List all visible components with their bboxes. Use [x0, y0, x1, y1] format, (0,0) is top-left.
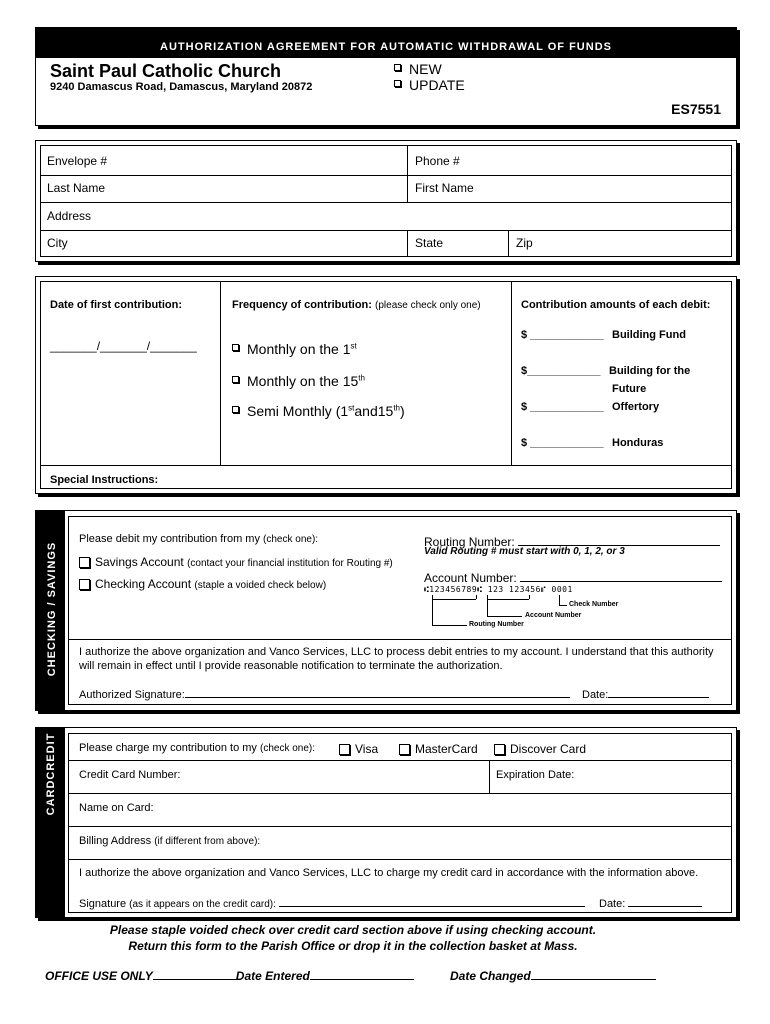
billing-address-field[interactable]: [79, 835, 260, 847]
routing-label: Routing Number:: [424, 535, 515, 549]
checkbox-icon[interactable]: [394, 64, 401, 71]
banner-title: AUTHORIZATION AGREEMENT FOR AUTOMATIC WITHDRAWAL OF FUNDS: [160, 41, 612, 53]
debit-prompt: [79, 533, 318, 545]
org-address: 9240 Damascus Road, Damascus, Maryland 20872: [50, 81, 313, 93]
credit-authorization: I authorize the above organization and Vanco Services, LLC to charge my credit card in accordance with the information above.: [79, 867, 699, 879]
signature-label: Authorized Signature:: [79, 689, 185, 701]
date-changed: [450, 967, 656, 983]
expiration-field[interactable]: Expiration Date:: [496, 769, 575, 781]
date-label: Date:: [582, 689, 609, 701]
sup-th: th: [358, 373, 365, 383]
checking-note: (staple a voided check below): [194, 580, 327, 591]
checking-box: [35, 510, 737, 711]
footer-line-1: Please staple voided check over credit card section above if using checking account.: [109, 923, 597, 937]
card-signature-note: (as it appears on the credit card):: [129, 899, 276, 910]
freq-monthly-15th[interactable]: [232, 373, 365, 389]
frequency-label: [232, 299, 481, 311]
freq-semi-label-c: ): [400, 403, 405, 419]
account-label: Account Number:: [424, 571, 517, 585]
office-use-label: OFFICE USE ONLY: [45, 969, 153, 983]
freq-monthly-1st[interactable]: [232, 341, 357, 357]
debit-note: (check one):: [263, 534, 319, 545]
amount-blank-honduras[interactable]: $ ____________: [521, 437, 604, 449]
debit-prompt-text: Please debit my contribution from my: [79, 533, 260, 545]
frequency-note: (please check only one): [375, 300, 481, 311]
phone-field[interactable]: Phone #: [415, 154, 460, 168]
amount-blank-building-future[interactable]: $____________: [521, 365, 601, 377]
contribution-box: [35, 276, 737, 494]
form-code: ES7551: [671, 101, 721, 117]
first-name-field[interactable]: First Name: [415, 181, 474, 195]
frequency-title: Frequency of contribution:: [232, 299, 372, 311]
mastercard-option[interactable]: [399, 742, 478, 756]
footer-line-2: Return this form to the Parish Office or drop it in the collection basket at Mass.: [128, 939, 578, 953]
checkbox-icon[interactable]: [232, 406, 239, 413]
charge-prompt: [79, 742, 315, 754]
office-use-only: [45, 967, 414, 983]
date-entered-label: Date Entered: [235, 969, 310, 983]
amount-fund-honduras: Honduras: [612, 437, 664, 449]
state-field[interactable]: State: [415, 236, 444, 250]
card-signature-label: Signature: [79, 898, 127, 910]
routing-note: Valid Routing # must start with 0, 1, 2, or 3: [424, 546, 625, 557]
zip-field[interactable]: Zip: [516, 236, 533, 250]
name-on-card-field[interactable]: Name on Card:: [79, 802, 154, 814]
envelope-field[interactable]: Envelope #: [47, 154, 108, 168]
mastercard-label: MasterCard: [415, 742, 478, 756]
sup-st: st: [348, 403, 355, 413]
discover-option[interactable]: [494, 742, 586, 756]
freq-semi-monthly[interactable]: [232, 403, 405, 419]
first-contribution-date[interactable]: _______/_______/_______: [50, 339, 197, 353]
amount-fund-offertory: Offertory: [612, 401, 660, 413]
contact-inner: [40, 145, 732, 257]
savings-note: (contact your financial institution for Routing #): [187, 558, 393, 569]
freq-semi-label-a: Semi Monthly (1: [247, 403, 349, 419]
footer-instructions: [0, 922, 706, 954]
checkbox-icon[interactable]: [339, 744, 350, 755]
freq-semi-label-b: and15: [354, 403, 394, 419]
debit-authorization: I authorize the above organization and Vanco Services, LLC to process debit entries to my account. I understand that this authority will remain in effect until I provide reasonable notification to terminate the authorization.: [79, 646, 714, 672]
checking-sidebar: [36, 511, 65, 710]
freq-monthly-15th-label: Monthly on the 15: [247, 373, 359, 389]
special-instructions[interactable]: Special Instructions:: [50, 474, 159, 486]
checkbox-icon[interactable]: [394, 80, 401, 87]
authorized-signature[interactable]: [79, 685, 570, 701]
checking-option[interactable]: [79, 577, 326, 591]
option-update[interactable]: [394, 77, 465, 93]
amounts-label: Contribution amounts of each debit:: [521, 299, 711, 311]
billing-label: Billing Address: [79, 835, 152, 847]
option-new[interactable]: [394, 61, 442, 77]
card-date-label: Date:: [599, 898, 626, 910]
option-new-label: NEW: [409, 61, 442, 77]
card-date[interactable]: [599, 894, 702, 910]
contact-box: [35, 140, 737, 262]
visa-label: Visa: [355, 742, 379, 756]
discover-label: Discover Card: [510, 742, 587, 756]
savings-option[interactable]: [79, 555, 393, 569]
city-field[interactable]: City: [47, 236, 68, 250]
checkbox-icon[interactable]: [494, 744, 505, 755]
billing-note: (if different from above):: [154, 836, 261, 847]
visa-option[interactable]: [339, 742, 378, 756]
account-number-label: Account Number: [525, 612, 582, 619]
org-name: Saint Paul Catholic Church: [50, 61, 282, 81]
checkbox-icon[interactable]: [232, 376, 239, 383]
sup-th: th: [393, 403, 400, 413]
amount-fund-building-future: Building for the: [609, 365, 691, 377]
freq-monthly-1st-label: Monthly on the 1: [247, 341, 351, 357]
checkbox-icon[interactable]: [232, 344, 239, 351]
card-signature[interactable]: [79, 894, 585, 910]
credit-inner: [68, 733, 732, 913]
check-number-label: Check Number: [569, 601, 619, 608]
routing-number-label: Routing Number: [469, 621, 524, 628]
charge-note: (check one):: [259, 743, 316, 754]
checkbox-icon[interactable]: [399, 744, 410, 755]
savings-label: Savings Account: [95, 555, 184, 569]
amount-blank-offertory[interactable]: $ ____________: [521, 401, 604, 413]
checking-side-label: CHECKING / SAVINGS: [46, 541, 58, 677]
checkbox-icon[interactable]: [79, 557, 90, 568]
credit-sidebar: [36, 728, 65, 917]
sup-st: st: [350, 341, 357, 351]
checkbox-icon[interactable]: [79, 579, 90, 590]
option-update-label: UPDATE: [409, 77, 465, 93]
credit-box: [35, 727, 737, 918]
amount-blank-building[interactable]: $ ____________: [521, 329, 604, 341]
header-box: [35, 27, 737, 126]
header-banner: [36, 28, 736, 58]
contribution-inner: [40, 281, 732, 489]
checking-label: Checking Account: [95, 577, 192, 591]
last-name-field[interactable]: Last Name: [47, 181, 106, 195]
date-changed-label: Date Changed: [450, 969, 531, 983]
debit-date[interactable]: [582, 685, 709, 701]
micr-line: ⑆123456789⑆ 123 123456⑈ 0001: [424, 585, 573, 594]
credit-side-label: CARDCREDIT: [45, 732, 57, 816]
address-field[interactable]: Address: [47, 209, 92, 223]
checking-inner: [68, 516, 732, 705]
card-number-field[interactable]: Credit Card Number:: [79, 769, 181, 781]
charge-prompt-text: Please charge my contribution to my: [79, 742, 257, 754]
first-contribution-label: Date of first contribution:: [50, 299, 182, 311]
amount-fund-building: Building Fund: [612, 329, 686, 341]
amount-fund-future: Future: [612, 383, 647, 395]
account-field[interactable]: [424, 569, 722, 585]
